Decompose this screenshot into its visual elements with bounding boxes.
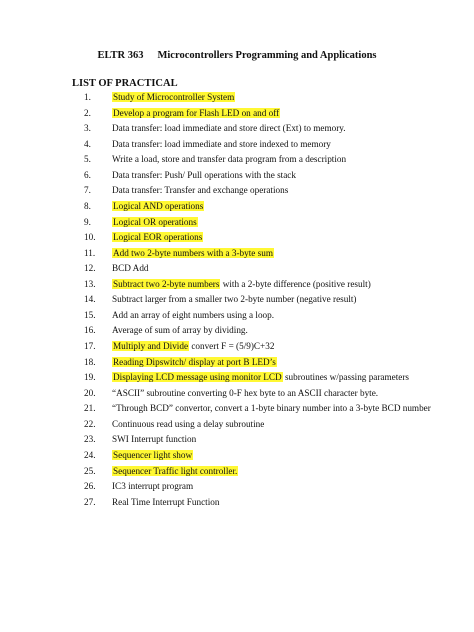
item-plain-text: Real Time Interrupt Function (112, 496, 220, 507)
item-text (112, 246, 274, 262)
item-number: 21. (84, 403, 96, 414)
list-item (0, 230, 474, 246)
list-item (0, 106, 474, 122)
list-item (0, 417, 474, 433)
course-code: ELTR 363 (97, 50, 144, 61)
item-plain-text: with a 2-byte difference (positive result) (220, 278, 371, 289)
item-number: 4. (84, 138, 91, 149)
item-text (112, 355, 277, 371)
item-plain-text: Subtract larger from a smaller two 2-byte number (negative result) (112, 294, 357, 305)
item-number: 18. (84, 356, 96, 367)
item-number: 2. (84, 107, 91, 118)
list-item (0, 168, 474, 184)
item-number: 26. (84, 481, 96, 492)
item-text (112, 261, 149, 277)
item-plain-text: SWI Interrupt function (112, 434, 197, 445)
item-plain-text: “Through BCD” convertor, convert a 1-byte binary number into a 3-byte BCD number (112, 403, 431, 414)
item-text (112, 277, 371, 293)
item-plain-text: Data transfer: load immediate and store indexed to memory (112, 138, 331, 149)
list-item (0, 308, 474, 324)
item-text (112, 448, 193, 464)
item-text (112, 90, 235, 106)
item-number: 27. (84, 496, 96, 507)
item-number: 3. (84, 123, 91, 134)
item-text (112, 464, 238, 480)
section-heading: LIST OF PRACTICAL (72, 78, 178, 89)
item-text (112, 152, 346, 168)
list-item (0, 121, 474, 137)
item-text (112, 479, 193, 495)
item-text (112, 183, 288, 199)
list-item (0, 355, 474, 371)
item-number: 7. (84, 185, 91, 196)
list-item (0, 386, 474, 402)
list-item (0, 246, 474, 262)
item-number: 11. (84, 247, 96, 258)
item-number: 17. (84, 341, 96, 351)
item-plain-text: subroutines w/passing parameters (282, 372, 409, 383)
list-item (0, 323, 474, 339)
document-title (0, 50, 474, 61)
item-text (112, 339, 274, 355)
item-plain-text: convert F = (5/9)C+32 (189, 341, 275, 351)
item-highlighted-text: Sequencer Traffic light controller. (113, 465, 238, 476)
item-number: 13. (84, 278, 96, 289)
item-plain-text: Write a load, store and transfer data program from a description (112, 154, 347, 165)
item-text (112, 168, 296, 184)
item-highlighted-text: Displaying LCD message using monitor LCD (113, 372, 282, 383)
item-highlighted-text: Reading Dipswitch/ display at port B LED’s (113, 356, 276, 367)
list-item (0, 448, 474, 464)
item-plain-text: “ASCII” subroutine converting 0-F hex byte to an ASCII character byte. (112, 387, 379, 398)
item-number: 16. (84, 325, 96, 336)
item-highlighted-text: Logical OR operations (113, 216, 197, 227)
item-plain-text: Continuous read using a delay subroutine (112, 418, 265, 429)
item-number: 22. (84, 418, 96, 429)
item-text (112, 292, 357, 308)
item-number: 23. (84, 434, 96, 445)
item-text (112, 308, 274, 324)
item-highlighted-text: Multiply and Divide (113, 341, 189, 351)
item-highlighted-text: Develop a program for Flash LED on and off (113, 107, 280, 118)
list-item (0, 432, 474, 448)
item-highlighted-text: Add two 2-byte numbers with a 3-byte sum (113, 247, 273, 258)
item-number: 9. (84, 216, 91, 227)
item-number: 10. (84, 232, 96, 243)
item-plain-text: Add an array of eight numbers using a loop. (112, 309, 275, 320)
item-text (112, 106, 280, 122)
item-number: 24. (84, 449, 96, 460)
item-number: 20. (84, 387, 96, 398)
list-item (0, 370, 474, 386)
item-plain-text: IC3 interrupt program (112, 481, 194, 492)
list-item (0, 90, 474, 106)
item-number: 19. (84, 372, 96, 383)
item-text (112, 121, 346, 137)
item-plain-text: Data transfer: Transfer and exchange operations (112, 185, 289, 196)
item-highlighted-text: Sequencer light show (113, 449, 193, 460)
item-plain-text: Data transfer: Push/ Pull operations with the stack (112, 169, 296, 180)
item-highlighted-text: Logical AND operations (113, 200, 204, 211)
item-plain-text: Data transfer: load immediate and store direct (Ext) to memory. (112, 123, 346, 134)
item-text (112, 230, 203, 246)
item-number: 12. (84, 263, 96, 274)
item-number: 8. (84, 200, 91, 211)
course-name: Microcontrollers Programming and Applications (157, 50, 377, 61)
item-text (112, 432, 196, 448)
item-highlighted-text: Logical EOR operations (113, 232, 203, 243)
list-item (0, 261, 474, 277)
list-item (0, 464, 474, 480)
list-item (0, 215, 474, 231)
list-item (0, 152, 474, 168)
item-number: 14. (84, 294, 96, 305)
list-item (0, 292, 474, 308)
item-number: 1. (84, 92, 91, 102)
practical-list (0, 90, 474, 510)
item-plain-text: Average of sum of array by dividing. (112, 325, 248, 336)
item-highlighted-text: Study of Microcontroller System (113, 92, 235, 102)
item-number: 5. (84, 154, 91, 165)
item-number: 25. (84, 465, 96, 476)
item-number: 6. (84, 169, 91, 180)
item-text (112, 417, 264, 433)
list-item (0, 495, 474, 511)
list-item (0, 479, 474, 495)
list-item (0, 339, 474, 355)
item-text (112, 370, 409, 386)
item-number: 15. (84, 309, 96, 320)
list-item (0, 199, 474, 215)
item-text (112, 137, 331, 153)
list-item (0, 183, 474, 199)
list-item (0, 137, 474, 153)
item-text (112, 323, 248, 339)
item-highlighted-text: Subtract two 2-byte numbers (113, 278, 220, 289)
item-text (112, 215, 198, 231)
item-text (112, 495, 219, 511)
item-plain-text: BCD Add (112, 263, 149, 274)
item-text (112, 199, 204, 215)
list-item (0, 277, 474, 293)
item-text (112, 386, 378, 402)
item-text (112, 401, 431, 417)
list-item (0, 401, 474, 417)
